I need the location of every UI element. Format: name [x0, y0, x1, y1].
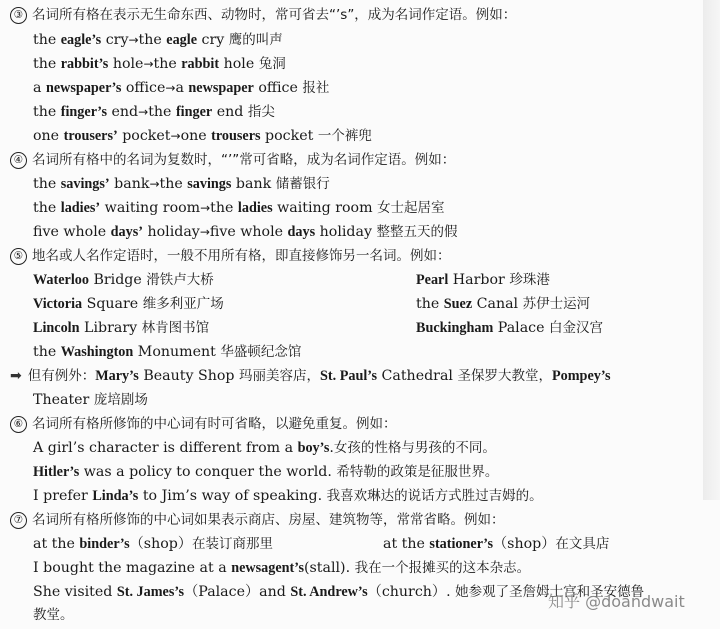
rule5-row-2 — [33, 294, 713, 316]
text-run: Palace — [493, 320, 550, 336]
text-run: 一个裤兜 — [317, 128, 372, 144]
rule4-example-2 — [33, 198, 445, 220]
text-run: 维多利亚广场 — [142, 296, 224, 312]
zhihu-watermark — [548, 589, 685, 612]
text-run: (stall). — [303, 560, 355, 576]
text-run: was a policy to conquer the world. — [79, 464, 337, 480]
text-run: Harbor — [448, 272, 510, 288]
rule5-row-1 — [33, 270, 713, 292]
rule5-right-2 — [416, 294, 590, 314]
text-run: Pompey’s — [551, 368, 611, 384]
text-run: She visited — [33, 584, 117, 600]
text-run: 女孩的性格与男孩的不同。 — [333, 440, 496, 456]
rule4-number: ④ — [10, 152, 27, 169]
text-run: Theater — [33, 392, 94, 408]
text-run: newspaper’s — [45, 80, 122, 96]
rule4-heading — [10, 150, 455, 172]
rule7-heading — [10, 510, 505, 532]
text-run: 名词所有格在表示无生命东西、动物时，常可省去“’s”，成为名词作定语。例如： — [32, 7, 517, 23]
pencil-pointer-icon: ➡ — [10, 368, 22, 384]
text-run: the — [33, 344, 61, 360]
text-run: office — [253, 80, 303, 96]
text-run: the — [33, 176, 61, 192]
text-run: savings’ — [60, 176, 110, 192]
arrow-icon: → — [128, 33, 139, 47]
text-run: bank — [231, 176, 276, 192]
text-run: days’ — [110, 224, 143, 240]
text-run: the — [33, 56, 61, 72]
rule7-number: ⑦ — [10, 512, 27, 529]
text-run: 兔洞 — [258, 56, 286, 72]
rule6-example-3 — [33, 486, 543, 508]
text-run: 名词所有格所修饰的中心词有时可省略，以避免重复。例如： — [32, 416, 397, 432]
text-run: Washington — [60, 344, 134, 360]
text-run: to Jim’s way of speaking. — [138, 488, 327, 504]
arrow-icon: → — [149, 177, 160, 191]
text-run: at the — [33, 536, 80, 552]
rule4-example-1 — [33, 174, 330, 196]
text-run: Hitler’s — [33, 464, 80, 480]
rule3-example-1 — [33, 30, 283, 52]
text-run: trousers — [211, 128, 261, 144]
rule4-example-3 — [33, 222, 457, 244]
text-run: one — [180, 128, 212, 144]
text-run: A girl’s character is different from a — [33, 440, 298, 456]
arrow-icon: → — [170, 129, 181, 143]
text-run: five whole — [209, 224, 288, 240]
text-run: 储蓄银行 — [275, 176, 330, 192]
text-run: Lincoln — [33, 320, 80, 336]
arrow-icon: → — [143, 57, 154, 71]
text-run: 庞培剧场 — [93, 392, 148, 408]
text-run: 希特勒的政策是征服世界。 — [336, 464, 499, 480]
text-run: Buckingham — [416, 320, 494, 336]
rule7-example-2 — [33, 558, 530, 580]
text-run: the — [33, 104, 61, 120]
rule7-example-1 — [33, 534, 713, 556]
text-run: Square — [82, 296, 143, 312]
text-run: . — [329, 440, 334, 456]
text-run: Waterloo — [33, 272, 89, 288]
text-run: end — [106, 104, 139, 120]
text-run: binder’s — [79, 536, 130, 552]
text-run: the — [416, 296, 444, 312]
text-run: Canal — [472, 296, 523, 312]
text-run: hole — [108, 56, 144, 72]
rule7-example-3-cont — [33, 605, 74, 627]
text-run: cry — [197, 32, 229, 48]
text-run: Library — [79, 320, 142, 336]
text-run: 报社 — [302, 80, 330, 96]
text-run: 苏伊士运河 — [522, 296, 591, 312]
text-run: 名词所有格中的名词为复数时，“’”常可省略，成为名词作定语。例如： — [32, 152, 456, 168]
rule3-example-2 — [33, 54, 286, 76]
rule5-number: ⑤ — [10, 248, 27, 265]
text-run: cry — [101, 32, 129, 48]
text-run: 指尖 — [247, 104, 275, 120]
text-run: a — [175, 80, 189, 96]
rule6-example-1 — [33, 438, 496, 460]
text-run: office — [121, 80, 166, 96]
text-run: 她参观了圣詹姆士宫和圣安德鲁 — [455, 584, 645, 600]
rule5-exception — [10, 366, 611, 388]
text-run: St. Paul’s — [320, 368, 378, 384]
text-run: eagle’s — [60, 32, 102, 48]
rule6-example-2 — [33, 462, 498, 484]
text-run: the — [148, 104, 176, 120]
text-run: Cathedral — [377, 368, 458, 384]
arrow-icon: → — [165, 81, 176, 95]
text-run: trousers’ — [63, 128, 118, 144]
text-run: 知乎 @doandwait — [548, 592, 685, 611]
text-run: 白金汉宫 — [549, 320, 604, 336]
text-run: bank — [109, 176, 150, 192]
rule6-heading — [10, 414, 397, 436]
text-run: Bridge — [88, 272, 147, 288]
text-run: 林肯图书馆 — [141, 320, 210, 336]
text-run: Monument — [133, 344, 221, 360]
rule5-heading — [10, 246, 451, 268]
text-run: boy’s — [297, 440, 330, 456]
rule5-row-4 — [33, 342, 301, 364]
text-run: the — [159, 176, 188, 192]
text-run: 名词所有格所修饰的中心词如果表示商店、房屋、建筑物等，常常省略。例如： — [32, 512, 505, 528]
text-run: days — [287, 224, 316, 240]
text-run: （shop） — [492, 536, 556, 552]
text-run: rabbit — [181, 56, 220, 72]
text-run: finger’s — [60, 104, 107, 120]
text-run: the — [33, 32, 61, 48]
text-run: ladies’ — [60, 200, 101, 216]
text-run: I bought the magazine at a — [33, 560, 232, 576]
text-run: Mary’s — [95, 368, 139, 384]
text-run: Linda’s — [92, 488, 139, 504]
text-run: 女士起居室 — [377, 200, 445, 216]
text-run: Suez — [443, 296, 473, 312]
text-run: 滑铁卢大桥 — [146, 272, 214, 288]
text-run: （shop） — [129, 536, 193, 552]
text-run: 玛丽美容店， — [239, 368, 320, 384]
rule6-number: ⑥ — [10, 416, 27, 433]
text-run: at the — [383, 536, 430, 552]
rule5-exception-cont — [33, 390, 148, 412]
rule3-number: ③ — [10, 7, 27, 24]
text-run: 圣保罗大教堂， — [457, 368, 552, 384]
arrow-icon: → — [138, 105, 149, 119]
text-run: ladies — [237, 200, 273, 216]
rule3-heading — [10, 5, 516, 27]
text-run: 地名或人名作定语时，一般不用所有格，即直接修饰另一名词。例如： — [32, 248, 451, 264]
text-run: holiday — [142, 224, 200, 240]
text-run: I prefer — [33, 488, 93, 504]
rule5-right-1 — [416, 270, 550, 290]
text-run: 整整五天的假 — [376, 224, 458, 240]
text-run: 我在一个报摊买的这本杂志。 — [354, 560, 531, 576]
page-binding-edge — [703, 0, 720, 500]
text-run: holiday — [315, 224, 377, 240]
arrow-icon: → — [199, 225, 210, 239]
text-run: the — [33, 200, 61, 216]
text-run: Beauty Shop — [138, 368, 239, 384]
text-run: newsagent’s — [231, 560, 304, 576]
arrow-icon: → — [200, 201, 211, 215]
text-run: 鹰的叫声 — [228, 32, 283, 48]
text-run: 教堂。 — [33, 607, 74, 623]
text-run: 但有例外： — [27, 368, 96, 384]
rule7-example-1-right — [383, 534, 609, 554]
text-run: finger — [175, 104, 213, 120]
text-run: savings — [187, 176, 232, 192]
text-run: the — [210, 200, 238, 216]
text-run: 在装订商那里 — [192, 536, 274, 552]
text-run: waiting room — [272, 200, 378, 216]
text-run: 在文具店 — [555, 536, 610, 552]
text-run: pocket — [260, 128, 318, 144]
text-run: newspaper — [188, 80, 254, 96]
text-run: one — [33, 128, 64, 144]
text-run: the — [138, 32, 167, 48]
text-run: （church）. — [367, 584, 456, 600]
text-run: eagle — [166, 32, 198, 48]
text-run: a — [33, 80, 46, 96]
rule5-right-3 — [416, 318, 603, 338]
rule3-example-5 — [33, 126, 372, 148]
rule3-example-3 — [33, 78, 329, 100]
text-run: stationer’s — [429, 536, 493, 552]
text-run: St. James’s — [116, 584, 185, 600]
text-run: rabbit’s — [60, 56, 109, 72]
text-run: the — [153, 56, 182, 72]
text-run: end — [212, 104, 248, 120]
text-run: 珍珠港 — [509, 272, 550, 288]
text-run: waiting room — [100, 200, 201, 216]
text-run: five whole — [33, 224, 111, 240]
text-run: hole — [219, 56, 259, 72]
text-run: （Palace）and — [184, 584, 291, 600]
text-run: Pearl — [416, 272, 449, 288]
text-run: St. Andrew’s — [290, 584, 368, 600]
text-run: pocket — [117, 128, 171, 144]
text-run: Victoria — [33, 296, 83, 312]
rule3-example-4 — [33, 102, 275, 124]
text-run: 我喜欢琳达的说话方式胜过吉姆的。 — [326, 488, 543, 504]
rule5-row-3 — [33, 318, 713, 340]
text-run: 华盛顿纪念馆 — [220, 344, 302, 360]
